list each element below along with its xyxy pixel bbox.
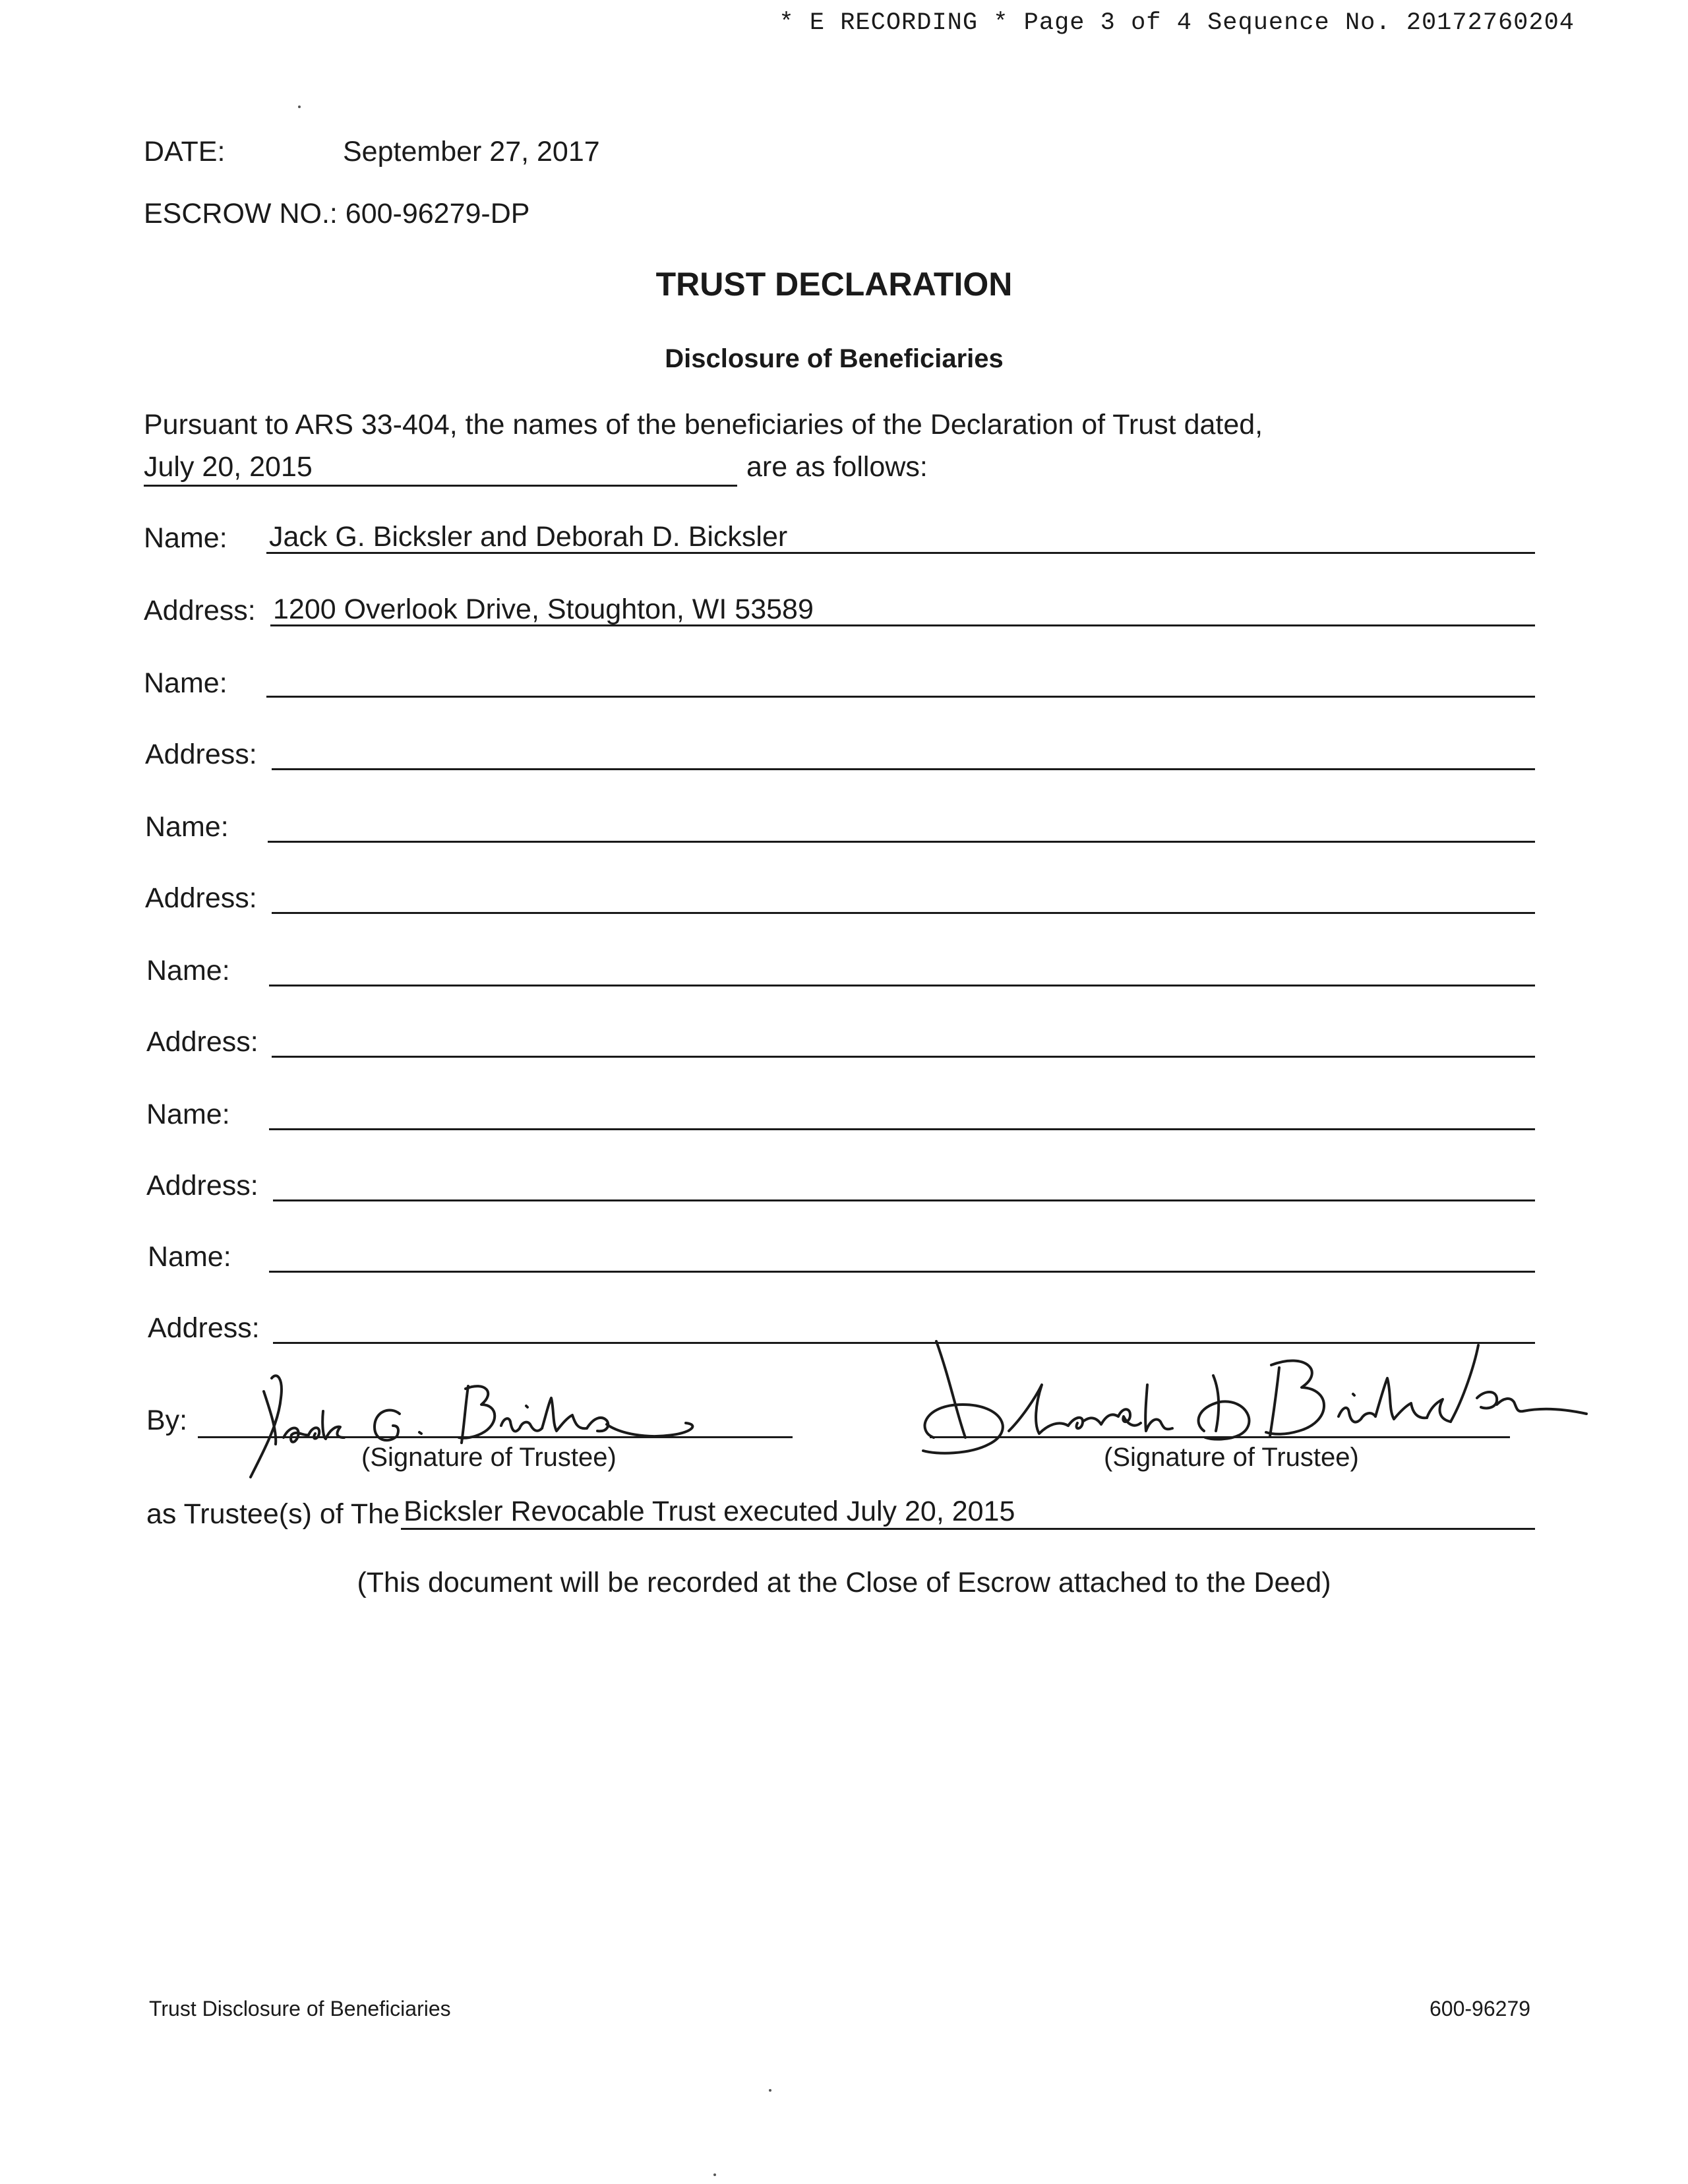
name-label: Name:	[144, 522, 227, 554]
right-signature-caption: (Signature of Trustee)	[1104, 1443, 1359, 1472]
beneficiary-address-field: 1200 Overlook Drive, Stoughton, WI 53589	[270, 593, 1535, 626]
footer-document-title: Trust Disclosure of Beneficiaries	[149, 1997, 451, 2020]
address-label: Address:	[146, 1170, 258, 1201]
address-label: Address:	[145, 882, 257, 914]
trust-dated-field: July 20, 2015	[144, 451, 737, 487]
document-subtitle: Disclosure of Beneficiaries	[665, 344, 1004, 373]
beneficiary-name-field	[269, 1240, 1535, 1273]
name-label: Name:	[144, 667, 227, 699]
by-label: By:	[146, 1405, 188, 1436]
trust-name-field: Bicksler Revocable Trust executed July 20, 2015	[401, 1496, 1535, 1530]
name-label: Name:	[148, 1241, 231, 1273]
address-label: Address:	[148, 1312, 260, 1344]
trustee-signature-left	[237, 1352, 738, 1484]
scan-speck	[298, 106, 301, 108]
address-label: Address:	[144, 595, 256, 626]
date-value: September 27, 2017	[343, 136, 600, 167]
address-label: Address:	[146, 1026, 258, 1058]
beneficiary-name-field	[268, 810, 1535, 843]
name-label: Name:	[146, 1099, 230, 1130]
escrow-number: ESCROW NO.: 600-96279-DP	[144, 198, 530, 229]
beneficiary-name-field: Jack G. Bicksler and Deborah D. Bicksler	[266, 521, 1535, 554]
trustee-signature-right	[910, 1339, 1589, 1477]
beneficiary-name-field	[269, 954, 1535, 986]
beneficiary-name-field	[266, 665, 1535, 698]
beneficiary-address-field	[272, 1025, 1535, 1058]
scan-speck	[769, 2089, 771, 2092]
trustee-of-label: as Trustee(s) of The	[146, 1498, 400, 1530]
footer-escrow-number: 600-96279	[1430, 1997, 1531, 2020]
pursuant-text: Pursuant to ARS 33-404, the names of the beneficiaries of the Declaration of Trust dated,	[144, 409, 1263, 440]
beneficiary-address-field	[272, 737, 1535, 770]
left-signature-caption: (Signature of Trustee)	[361, 1443, 617, 1472]
recording-header: * E RECORDING * Page 3 of 4 Sequence No. 20172760204	[779, 9, 1575, 37]
scan-speck	[713, 2173, 716, 2176]
date-label: DATE:	[144, 136, 226, 167]
beneficiary-address-field	[273, 1168, 1535, 1201]
name-label: Name:	[146, 955, 230, 986]
beneficiary-address-field	[272, 881, 1535, 914]
address-label: Address:	[145, 739, 257, 770]
recording-note: (This document will be recorded at the Close of Escrow attached to the Deed)	[357, 1567, 1331, 1598]
document-title: TRUST DECLARATION	[655, 266, 1013, 303]
name-label: Name:	[145, 811, 229, 843]
beneficiary-name-field	[269, 1097, 1535, 1130]
as-follows-text: are as follows:	[746, 451, 928, 483]
